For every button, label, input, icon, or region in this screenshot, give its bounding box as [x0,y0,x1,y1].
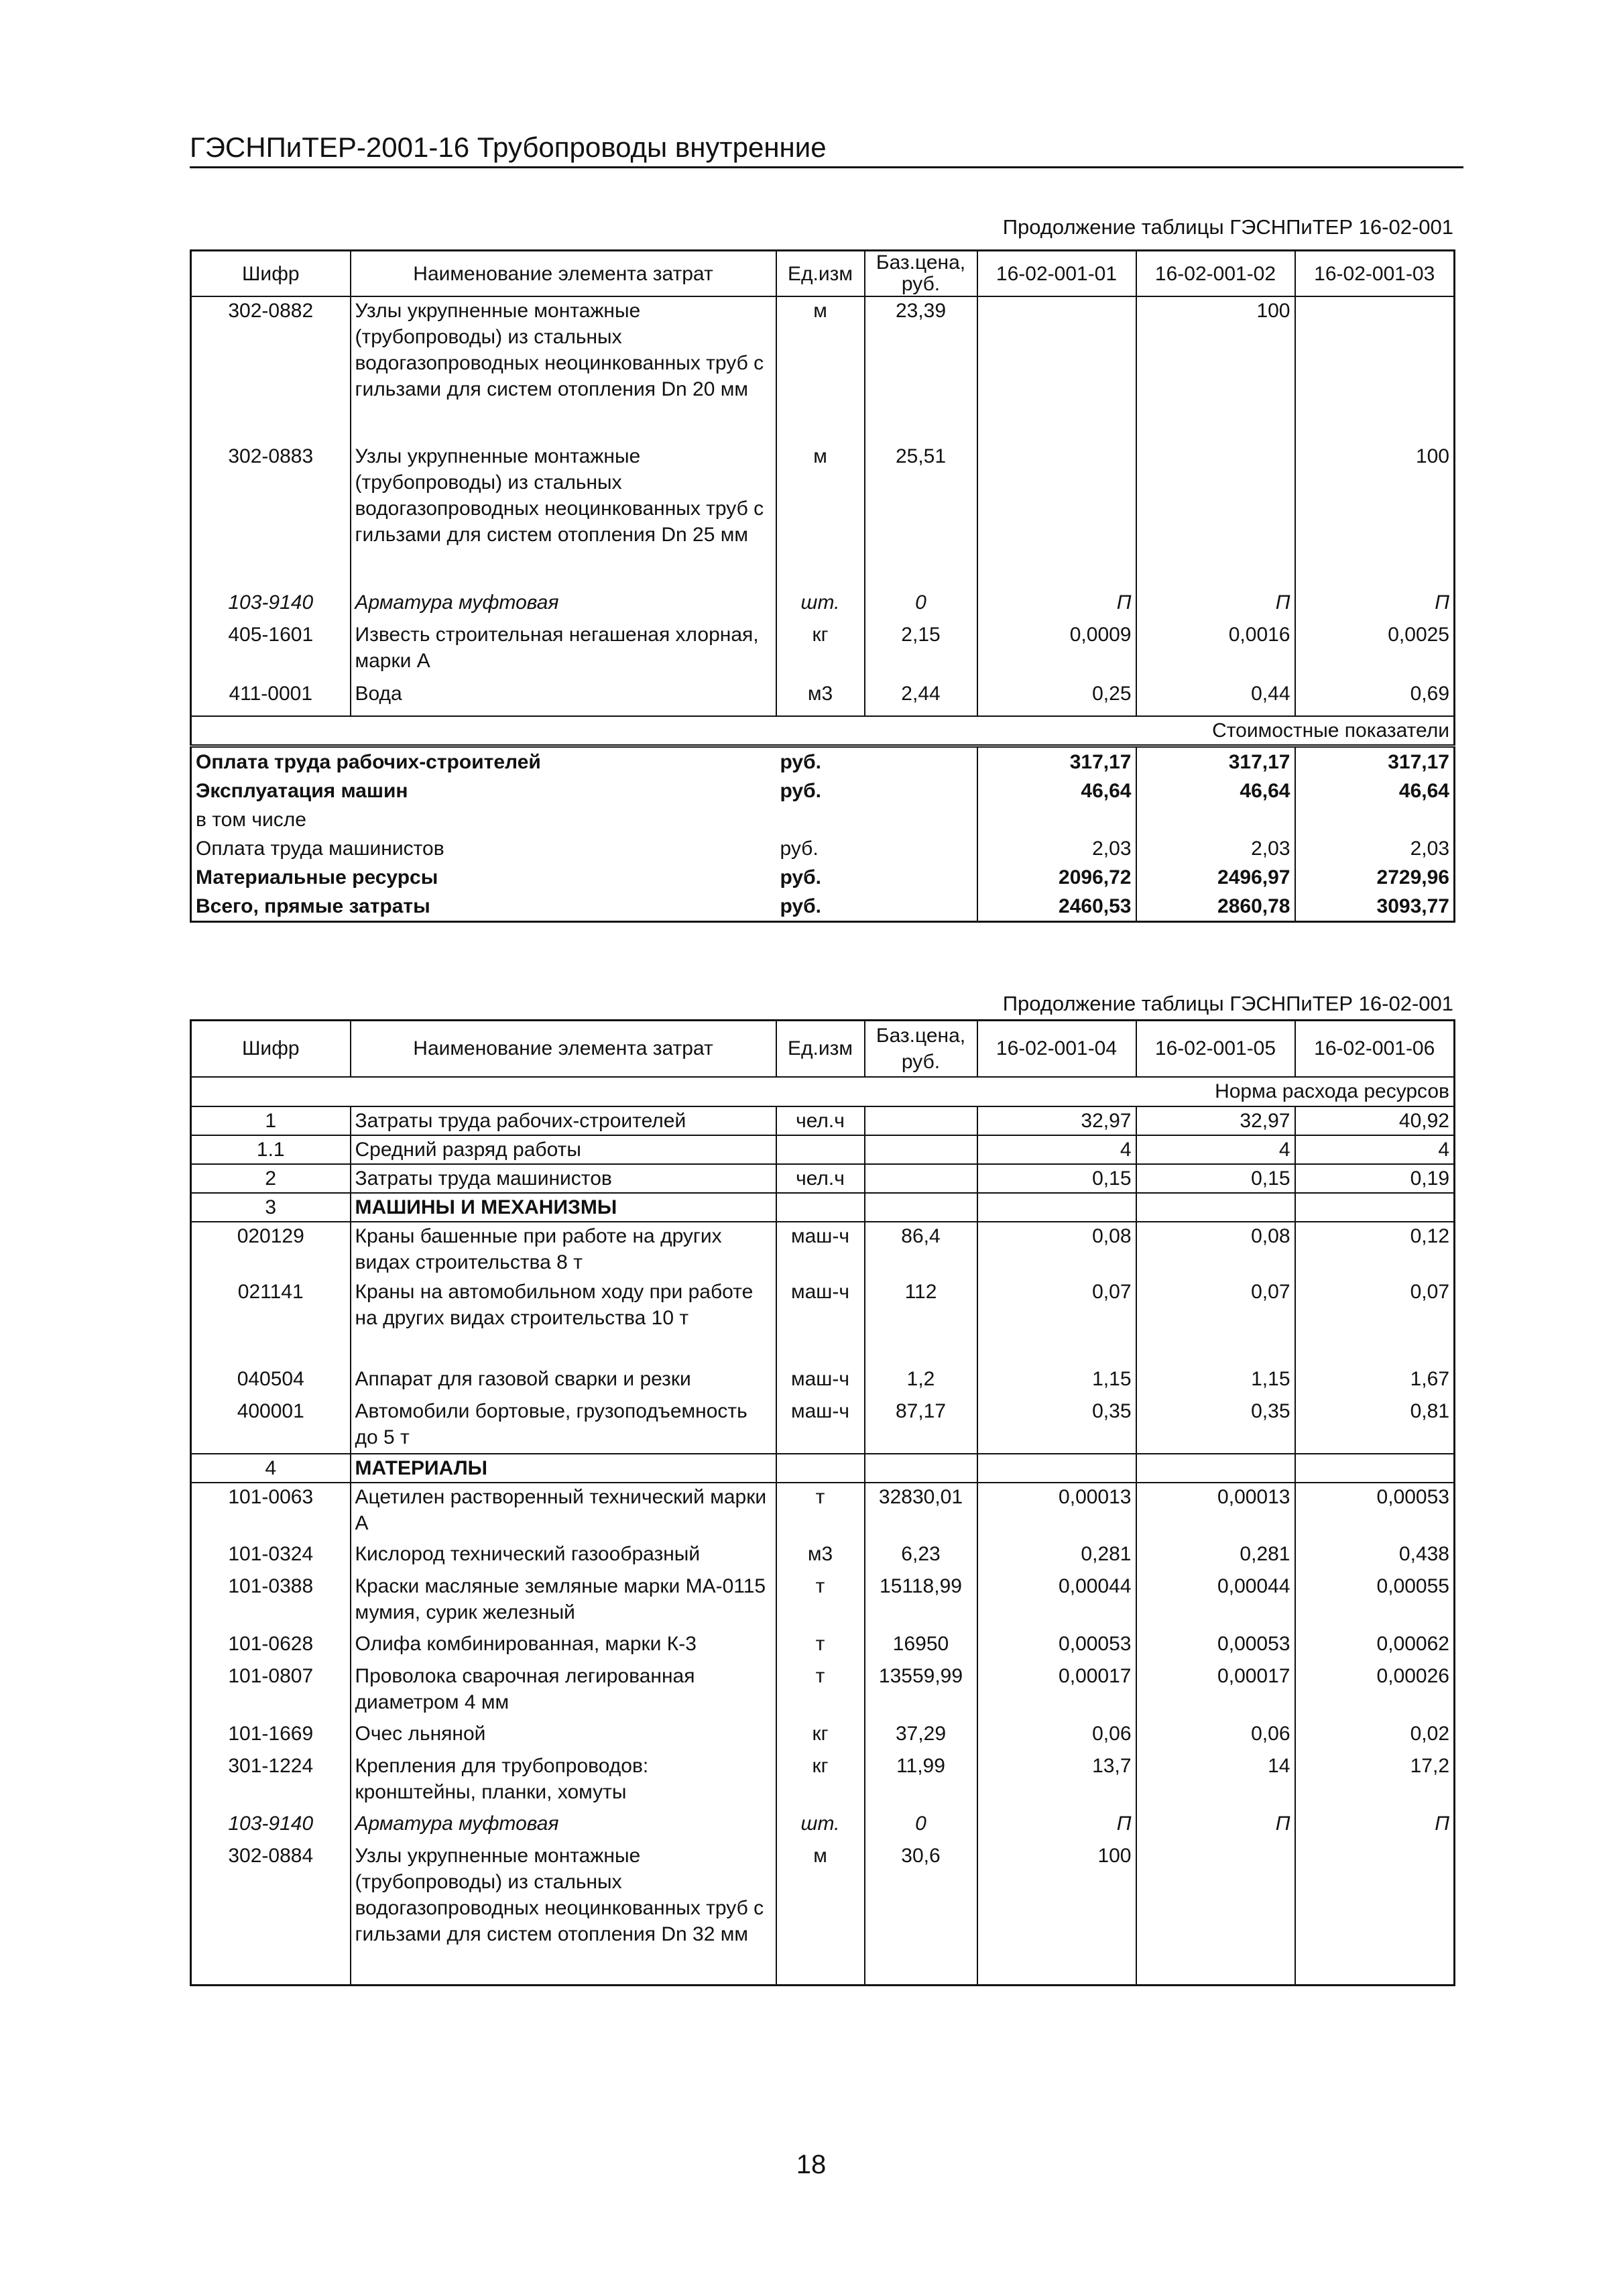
cell-v3 [1295,1842,1455,1986]
table-row [191,621,1455,680]
cost-label: в том числе [196,809,306,831]
cell-name: Краны на автомобильном ходу при работе на других видах строительства 10 т [351,1278,776,1365]
cell-unit: т [776,1662,865,1720]
cost-row [191,834,1455,863]
cell-code: 103-9140 [191,589,351,621]
cell-name: Узлы укрупненные монтажные (трубопроводы) из стальных водогазопроводных неоцинкованных труб с гильзами для систем отопления Dn 32 мм [351,1842,776,1986]
cell-v2: 100 [1136,296,1295,443]
cost-row [191,892,1455,922]
cell-v3: 0,00055 [1295,1572,1455,1630]
table2-caption: Продолжение таблицы ГЭСНПиТЕР 16-02-001 [1002,992,1453,1015]
cell-v1: 0,25 [977,680,1136,716]
cell-name: Вода [351,680,776,716]
cell-v1: 1,15 [977,1365,1136,1397]
cell-v2: 0,44 [1136,680,1295,716]
resource-table-2 [190,1019,1455,1986]
table-row [191,1164,1455,1193]
col-header-v3: 16-02-001-06 [1295,1021,1455,1077]
section-label: Норма расхода ресурсов [191,1077,1455,1106]
table-row [191,1540,1455,1572]
cell-v1: 13,7 [977,1752,1136,1810]
cell-price [865,1454,977,1483]
cell-name: МАТЕРИАЛЫ [351,1454,776,1483]
cost-v1 [977,805,1136,834]
cell-v2: 32,97 [1136,1106,1295,1135]
cell-unit [776,1193,865,1222]
cell-code: 302-0882 [191,296,351,443]
cell-v2: 0,06 [1136,1720,1295,1752]
cell-v3: 0,19 [1295,1164,1455,1193]
table-row [191,1630,1455,1662]
cell-v3: П [1295,589,1455,621]
cost-v2 [1136,805,1295,834]
cell-v3: 0,00062 [1295,1630,1455,1662]
cell-name: Ацетилен растворенный технический марки А [351,1483,776,1540]
cell-price [865,1164,977,1193]
cell-price [865,1135,977,1164]
cell-code: 411-0001 [191,680,351,716]
cell-code: 101-0807 [191,1662,351,1720]
cell-v2 [1136,1193,1295,1222]
cell-price: 13559,99 [865,1662,977,1720]
cell-v3: 0,12 [1295,1222,1455,1278]
cell-v2: 0,00053 [1136,1630,1295,1662]
cell-price: 87,17 [865,1397,977,1454]
table-row [191,1810,1455,1842]
cost-row [191,863,1455,892]
cost-v2: 317,17 [1136,746,1295,777]
cell-name: Очес льняной [351,1720,776,1752]
table-row [191,1135,1455,1164]
cell-unit: т [776,1630,865,1662]
table-row [191,1483,1455,1540]
col-header-v2: 16-02-001-05 [1136,1021,1295,1077]
table-row [191,1222,1455,1278]
cell-code: 2 [191,1164,351,1193]
cell-price: 0 [865,589,977,621]
cell-price: 30,6 [865,1842,977,1986]
cell-v1 [977,1454,1136,1483]
cell-v3: 100 [1295,443,1455,589]
cost-spacer [865,746,977,777]
cell-v1: 0,00053 [977,1630,1136,1662]
table-header-row [191,251,1455,297]
col-header-unit: Ед.изм [776,251,865,297]
cost-label: Всего, прямые затраты [196,895,430,917]
cell-unit: кг [776,621,865,680]
cell-name: Известь строительная негашеная хлорная, марки А [351,621,776,680]
cost-row [191,777,1455,805]
cell-v1: 0,0009 [977,621,1136,680]
cell-v2: 0,0016 [1136,621,1295,680]
cell-name: Проволока сварочная легированная диаметром 4 мм [351,1662,776,1720]
cell-v3: 0,438 [1295,1540,1455,1572]
cost-unit: руб. [780,866,821,888]
table-row [191,443,1455,589]
cell-unit: чел.ч [776,1106,865,1135]
cost-v3: 3093,77 [1295,892,1455,922]
cell-v2: П [1136,1810,1295,1842]
cell-v3: 40,92 [1295,1106,1455,1135]
cell-name: Средний разряд работы [351,1135,776,1164]
cost-label: Эксплуатация машин [196,780,408,802]
cost-v2: 2,03 [1136,834,1295,863]
cell-price: 6,23 [865,1540,977,1572]
cell-v3: П [1295,1810,1455,1842]
cell-v2 [1136,1454,1295,1483]
cost-v2: 2860,78 [1136,892,1295,922]
cell-code: 101-0628 [191,1630,351,1662]
cell-code: 101-0063 [191,1483,351,1540]
cell-v1: 0,00017 [977,1662,1136,1720]
table-row [191,1454,1455,1483]
cell-v1 [977,443,1136,589]
table-row [191,1662,1455,1720]
cell-v1: П [977,589,1136,621]
cell-code: 3 [191,1193,351,1222]
cell-name: Узлы укрупненные монтажные (трубопроводы) из стальных водогазопроводных неоцинкованных труб с гильзами для систем отопления Dn 20 мм [351,296,776,443]
cell-price [865,1106,977,1135]
cell-v1: 0,08 [977,1222,1136,1278]
cell-code: 405-1601 [191,621,351,680]
cell-name: Краски масляные земляные марки МА-0115 мумия, сурик железный [351,1572,776,1630]
table-row [191,680,1455,716]
cell-v1 [977,1193,1136,1222]
cell-unit: кг [776,1752,865,1810]
cell-v3 [1295,296,1455,443]
cost-spacer [865,892,977,922]
table-row [191,1278,1455,1365]
cell-v3: 0,00026 [1295,1662,1455,1720]
cell-price: 2,44 [865,680,977,716]
cost-row [191,746,1455,777]
cell-unit: шт. [776,589,865,621]
cost-v1: 2096,72 [977,863,1136,892]
table-header-row [191,1021,1455,1077]
cell-unit [776,1135,865,1164]
col-header-v1: 16-02-001-01 [977,251,1136,297]
cell-price: 86,4 [865,1222,977,1278]
cost-v3 [1295,805,1455,834]
cell-code: 101-0388 [191,1572,351,1630]
cell-v2: 14 [1136,1752,1295,1810]
cell-v2: 0,08 [1136,1222,1295,1278]
cell-unit: маш-ч [776,1365,865,1397]
cost-v3: 2,03 [1295,834,1455,863]
cell-unit [776,1454,865,1483]
cell-name: Кислород технический газообразный [351,1540,776,1572]
cell-v3: 17,2 [1295,1752,1455,1810]
cell-v3: 4 [1295,1135,1455,1164]
cell-v2: П [1136,589,1295,621]
cell-v1 [977,296,1136,443]
cost-label: Материальные ресурсы [196,866,438,888]
col-header-price: Баз.цена, руб. [865,1021,977,1077]
cell-name: Олифа комбинированная, марки К-3 [351,1630,776,1662]
col-header-v1: 16-02-001-04 [977,1021,1136,1077]
cell-price: 25,51 [865,443,977,589]
cell-v1: 32,97 [977,1106,1136,1135]
cell-unit: м3 [776,1540,865,1572]
table-row [191,1752,1455,1810]
cost-v3: 46,64 [1295,777,1455,805]
cell-v2: 0,281 [1136,1540,1295,1572]
table-row [191,1106,1455,1135]
cell-code: 103-9140 [191,1810,351,1842]
cell-price: 112 [865,1278,977,1365]
cell-v1: 0,06 [977,1720,1136,1752]
cell-v3: 0,81 [1295,1397,1455,1454]
cell-unit: м [776,1842,865,1986]
cell-code: 1.1 [191,1135,351,1164]
cell-unit: шт. [776,1810,865,1842]
cell-v3: 1,67 [1295,1365,1455,1397]
cell-name: Арматура муфтовая [351,589,776,621]
col-header-unit: Ед.изм [776,1021,865,1077]
cell-unit: м [776,443,865,589]
cost-label: Оплата труда машинистов [196,838,444,860]
cell-v1: П [977,1810,1136,1842]
cell-unit: чел.ч [776,1164,865,1193]
cell-unit: т [776,1483,865,1540]
cell-name: Краны башенные при работе на других видах строительства 8 т [351,1222,776,1278]
cell-price: 2,15 [865,621,977,680]
col-header-code: Шифр [191,251,351,297]
cost-v2: 2496,97 [1136,863,1295,892]
col-header-v2: 16-02-001-02 [1136,251,1295,297]
cost-v3: 2729,96 [1295,863,1455,892]
cell-code: 302-0884 [191,1842,351,1986]
table-row [191,1365,1455,1397]
table-row [191,296,1455,443]
cell-v3 [1295,1454,1455,1483]
cell-v1: 0,00044 [977,1572,1136,1630]
table-row [191,1842,1455,1986]
cell-v2: 1,15 [1136,1365,1295,1397]
table-row [191,1397,1455,1454]
cell-v1: 0,281 [977,1540,1136,1572]
cell-unit: м [776,296,865,443]
cell-v3: 0,0025 [1295,621,1455,680]
cell-code: 040504 [191,1365,351,1397]
cell-v1: 0,35 [977,1397,1136,1454]
cost-unit: руб. [780,838,819,860]
cell-price: 0 [865,1810,977,1842]
cell-name: Затраты труда рабочих-строителей [351,1106,776,1135]
cell-code: 101-0324 [191,1540,351,1572]
section-band [191,1077,1455,1106]
cell-code: 4 [191,1454,351,1483]
cell-v2: 4 [1136,1135,1295,1164]
cell-unit: м3 [776,680,865,716]
cost-spacer [865,777,977,805]
cell-v3: 0,02 [1295,1720,1455,1752]
cell-price [865,1193,977,1222]
cell-v3: 0,07 [1295,1278,1455,1365]
cell-v2 [1136,443,1295,589]
cost-v1: 2460,53 [977,892,1136,922]
cell-v3: 0,00053 [1295,1483,1455,1540]
cell-unit: кг [776,1720,865,1752]
cell-v1: 4 [977,1135,1136,1164]
col-header-name: Наименование элемента затрат [351,251,776,297]
cell-price: 37,29 [865,1720,977,1752]
cell-v1: 100 [977,1842,1136,1986]
col-header-v3: 16-02-001-03 [1295,251,1455,297]
cell-price: 32830,01 [865,1483,977,1540]
cell-code: 021141 [191,1278,351,1365]
cell-code: 020129 [191,1222,351,1278]
cell-unit: маш-ч [776,1222,865,1278]
cost-unit: руб. [776,746,865,777]
page-number: 18 [796,2150,827,2179]
cell-v2: 0,15 [1136,1164,1295,1193]
cost-v3: 317,17 [1295,746,1455,777]
resource-table-1 [190,249,1455,923]
cost-unit [776,805,865,834]
cell-code: 101-1669 [191,1720,351,1752]
cell-price: 23,39 [865,296,977,443]
cell-v2: 0,07 [1136,1278,1295,1365]
cell-unit: маш-ч [776,1278,865,1365]
cost-v2: 46,64 [1136,777,1295,805]
cell-code: 1 [191,1106,351,1135]
col-header-price: Баз.цена, руб. [865,251,977,297]
col-header-code: Шифр [191,1021,351,1077]
table-row [191,589,1455,621]
cost-unit: руб. [780,780,821,802]
cell-code: 301-1224 [191,1752,351,1810]
cell-v2: 0,35 [1136,1397,1295,1454]
cell-price: 11,99 [865,1752,977,1810]
cell-code: 400001 [191,1397,351,1454]
cost-spacer [865,834,977,863]
cell-name: Арматура муфтовая [351,1810,776,1842]
cell-name: МАШИНЫ И МЕХАНИЗМЫ [351,1193,776,1222]
table-row [191,1572,1455,1630]
cell-v1: 0,07 [977,1278,1136,1365]
cell-price: 15118,99 [865,1572,977,1630]
cell-unit: т [776,1572,865,1630]
cell-price: 16950 [865,1630,977,1662]
cost-spacer [865,863,977,892]
cell-unit: маш-ч [776,1397,865,1454]
col-header-name: Наименование элемента затрат [351,1021,776,1077]
cell-name: Узлы укрупненные монтажные (трубопроводы) из стальных водогазопроводных неоцинкованных труб с гильзами для систем отопления Dn 25 мм [351,443,776,589]
cost-v1: 317,17 [977,746,1136,777]
section-label: Стоимостные показатели [191,716,1455,746]
table-row [191,1193,1455,1222]
table-row [191,1720,1455,1752]
cell-price: 1,2 [865,1365,977,1397]
cost-v1: 46,64 [977,777,1136,805]
section-band [191,716,1455,746]
cost-row [191,805,1455,834]
cell-v2: 0,00044 [1136,1572,1295,1630]
cell-v1: 0,00013 [977,1483,1136,1540]
cost-v1: 2,03 [977,834,1136,863]
cost-spacer [865,805,977,834]
cell-v2: 0,00013 [1136,1483,1295,1540]
page-header: ГЭСНПиТЕР-2001-16 Трубопроводы внутренние [190,131,1463,168]
cost-label: Оплата труда рабочих-строителей [191,746,776,777]
cell-v1: 0,15 [977,1164,1136,1193]
cell-v3 [1295,1193,1455,1222]
cell-code: 302-0883 [191,443,351,589]
cell-name: Аппарат для газовой сварки и резки [351,1365,776,1397]
cell-name: Автомобили бортовые, грузоподъемность до 5 т [351,1397,776,1454]
cost-unit: руб. [780,895,821,917]
cell-v2 [1136,1842,1295,1986]
cell-name: Крепления для трубопроводов: кронштейны, планки, хомуты [351,1752,776,1810]
cell-v2: 0,00017 [1136,1662,1295,1720]
cell-v3: 0,69 [1295,680,1455,716]
cell-name: Затраты труда машинистов [351,1164,776,1193]
table1-caption: Продолжение таблицы ГЭСНПиТЕР 16-02-001 [1002,215,1453,239]
